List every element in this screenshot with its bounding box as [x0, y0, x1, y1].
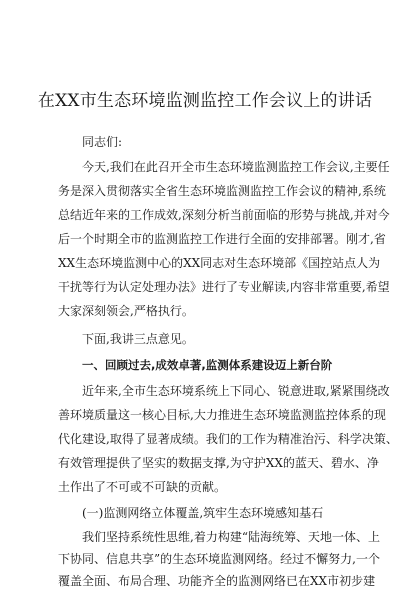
paragraph-line: 下协同、信息共享”的生态环境监测网络。经过不懈努力,一个 — [58, 552, 380, 566]
paragraph-line: 今天,我们在此召开全市生态环境监测监控工作会议,主要任 — [82, 160, 390, 174]
paragraph-line: 我们坚持系统性思维,着力构建“陆海统筹、天地一体、上 — [82, 530, 380, 544]
paragraph-line: 下面,我讲三点意见。 — [82, 332, 194, 346]
paragraph-line: 覆盖全面、布局合理、功能齐全的监测网络已在XX市初步建 — [58, 574, 376, 588]
subsection-heading: (一)监测网络立体覆盖,筑牢生态环境感知基石 — [82, 506, 324, 520]
paragraph-line: 务是深入贯彻落实全省生态环境监测监控工作会议的精神,系统 — [58, 184, 386, 198]
paragraph-line: XX生态环境监测中心的XX同志对生态环境部《国控站点人为 — [58, 256, 381, 270]
paragraph-line: 总结近年来的工作成效,深刻分析当前面临的形势与挑战,并对今 — [58, 208, 390, 222]
salutation: 同志们: — [82, 135, 123, 149]
paragraph-line: 有效管理提供了坚实的数据支撑,为守护XX的蓝天、碧水、净 — [58, 456, 379, 470]
paragraph-line: 近年来,全市生态环境系统上下同心、锐意进取,紧紧围绕改 — [82, 384, 390, 398]
paragraph-line: 干扰等行为认定处理办法》进行了专业解读,内容非常重要,希望 — [58, 280, 390, 294]
paragraph-line: 代化建设,取得了显著成绩。我们的工作为精准治污、科学决策、 — [58, 432, 398, 446]
paragraph-line: 大家深刻领会,严格执行。 — [58, 304, 194, 318]
document-title: 在XX市生态环境监测监控工作会议上的讲话 — [37, 91, 373, 111]
paragraph-line: 后一个时期全市的监测监控工作进行全面的安排部署。刚才,省 — [58, 232, 386, 246]
paragraph-line: 土作出了不可或不可缺的贡献。 — [58, 480, 227, 494]
paragraph-line: 善环境质量这一核心目标,大力推进生态环境监测监控体系的现 — [58, 408, 386, 422]
section-heading: 一、回顾过去,成效卓著,监测体系建设迈上新台阶 — [82, 358, 333, 372]
